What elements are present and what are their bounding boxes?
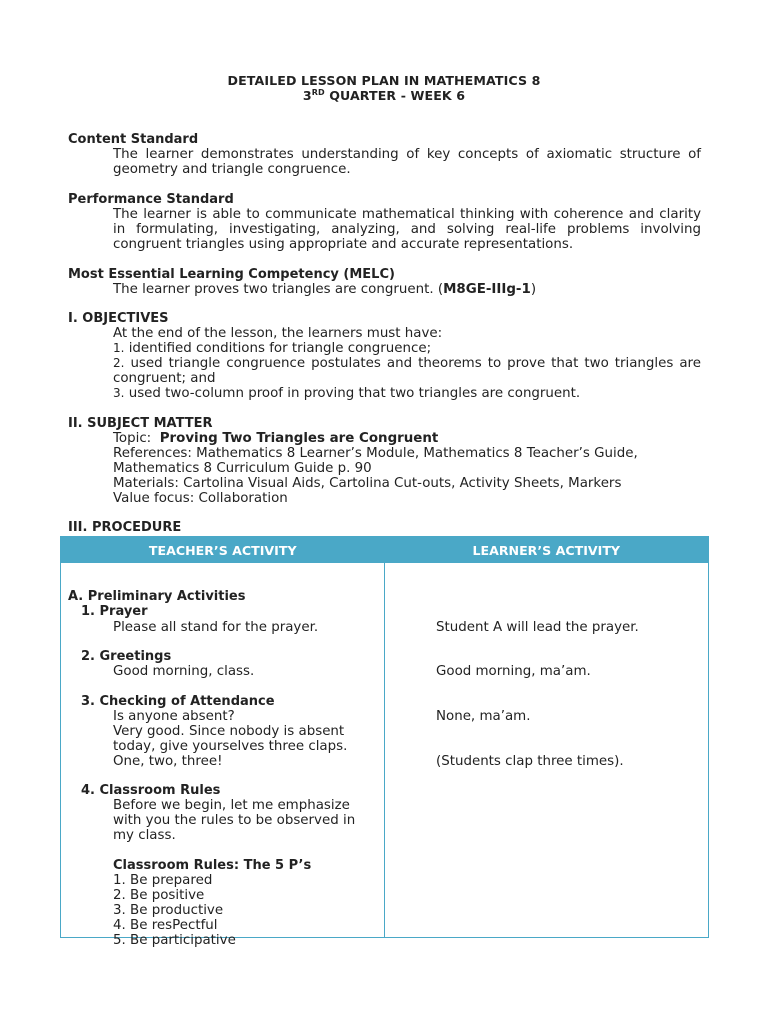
attendance-text: Very good. Since nobody is absent bbox=[113, 724, 345, 739]
teacher-activity-cell bbox=[61, 563, 385, 948]
attendance-text: today, give yourselves three claps. bbox=[113, 739, 348, 754]
learner-activity-header: LEARNER’S ACTIVITY bbox=[385, 537, 709, 564]
greetings-heading: 2. Greetings bbox=[81, 649, 172, 664]
objectives-intro: At the end of the lesson, the learners must have: bbox=[113, 326, 443, 341]
melc-text bbox=[68, 282, 701, 297]
greetings-text: Good morning, class. bbox=[113, 664, 255, 679]
document-title: DETAILED LESSON PLAN IN MATHEMATICS 8 bbox=[227, 73, 541, 88]
objective-text: used two-column proof in proving that two triangles are congruent. bbox=[124, 386, 581, 401]
performance-standard-section bbox=[68, 192, 701, 252]
objective-number: 1. bbox=[113, 341, 125, 355]
performance-standard-text: The learner is able to communicate mathematical thinking with coherence and clarity in formulating, investigating, analyzing, and solving real-life problems involving congruent triangles using appropriate and accurate representations. bbox=[113, 207, 701, 252]
objective-number: 2. bbox=[113, 356, 125, 370]
classroom-rules-text: Before we begin, let me emphasize bbox=[113, 798, 350, 813]
content-standard-section bbox=[68, 132, 701, 177]
classroom-rules-heading: 4. Classroom Rules bbox=[81, 783, 221, 798]
subject-matter-heading: II. SUBJECT MATTER bbox=[68, 416, 213, 431]
objectives-section bbox=[68, 311, 701, 401]
list-item: 5. Be participative bbox=[113, 933, 236, 948]
materials-text: Materials: Cartolina Visual Aids, Cartolina Cut-outs, Activity Sheets, Markers bbox=[113, 476, 622, 491]
attendance-text: Is anyone absent? bbox=[113, 709, 235, 724]
quarter-suffix: RD bbox=[311, 88, 325, 97]
objective-item bbox=[68, 386, 701, 401]
melc-section bbox=[68, 267, 701, 297]
classroom-rules-text: my class. bbox=[113, 828, 176, 843]
prayer-heading: 1. Prayer bbox=[81, 604, 148, 619]
teacher-activity-header: TEACHER’S ACTIVITY bbox=[61, 537, 385, 564]
references-text: References: Mathematics 8 Learner’s Module, Mathematics 8 Teacher’s Guide, Mathematics 8 Curriculum Guide p. 90 bbox=[113, 446, 638, 476]
objective-item bbox=[68, 356, 701, 386]
procedure-section bbox=[68, 520, 701, 535]
objective-text: identified conditions for triangle congruence; bbox=[124, 341, 432, 356]
objectives-heading: I. OBJECTIVES bbox=[68, 311, 169, 326]
learner-prayer-response: Student A will lead the prayer. bbox=[436, 620, 639, 635]
learner-greeting-response: Good morning, ma’am. bbox=[436, 664, 591, 679]
list-item: 2. Be positive bbox=[113, 888, 205, 903]
procedure-heading: III. PROCEDURE bbox=[68, 520, 182, 535]
list-item: 1. Be prepared bbox=[113, 873, 213, 888]
classroom-rules-text: with you the rules to be observed in bbox=[113, 813, 356, 828]
melc-text-end: ) bbox=[530, 282, 537, 297]
attendance-text: One, two, three! bbox=[113, 754, 223, 769]
list-item: 3. Be productive bbox=[113, 903, 224, 918]
melc-code: M8GE-IIIg-1 bbox=[443, 282, 531, 297]
learner-absent-response: None, ma’am. bbox=[436, 709, 531, 724]
table-row bbox=[61, 563, 709, 938]
topic-line bbox=[68, 431, 701, 446]
rules-list-heading: Classroom Rules: The 5 P’s bbox=[113, 858, 312, 873]
value-focus-text: Value focus: Collaboration bbox=[113, 491, 288, 506]
table-header-row bbox=[61, 537, 709, 564]
content-standard-text: The learner demonstrates understanding of key concepts of axiomatic structure of geometry and triangle congruence. bbox=[113, 147, 701, 177]
subject-matter-section bbox=[68, 416, 701, 506]
topic-label: Topic: bbox=[113, 431, 160, 446]
objective-text: used triangle congruence postulates and theorems to prove that two triangles are congruent; and bbox=[113, 356, 701, 386]
list-item: 4. Be resPectful bbox=[113, 918, 218, 933]
learner-clap-response: (Students clap three times). bbox=[436, 754, 624, 769]
attendance-heading: 3. Checking of Attendance bbox=[81, 694, 275, 709]
objective-number: 3. bbox=[113, 386, 125, 400]
prayer-text: Please all stand for the prayer. bbox=[113, 620, 319, 635]
quarter-number: 3 bbox=[302, 88, 312, 103]
learner-activity-cell bbox=[385, 563, 709, 938]
melc-text-main: The learner proves two triangles are congruent. ( bbox=[113, 282, 444, 297]
melc-heading: Most Essential Learning Competency (MELC) bbox=[68, 267, 395, 282]
quarter-week: QUARTER - WEEK 6 bbox=[324, 88, 466, 103]
content-standard-heading: Content Standard bbox=[68, 132, 199, 147]
preliminary-activities-heading: A. Preliminary Activities bbox=[68, 589, 246, 604]
performance-standard-heading: Performance Standard bbox=[68, 192, 234, 207]
topic-value: Proving Two Triangles are Congruent bbox=[159, 431, 439, 446]
document-subtitle bbox=[0, 88, 768, 103]
procedure-table bbox=[60, 536, 709, 948]
objective-item bbox=[68, 341, 701, 356]
